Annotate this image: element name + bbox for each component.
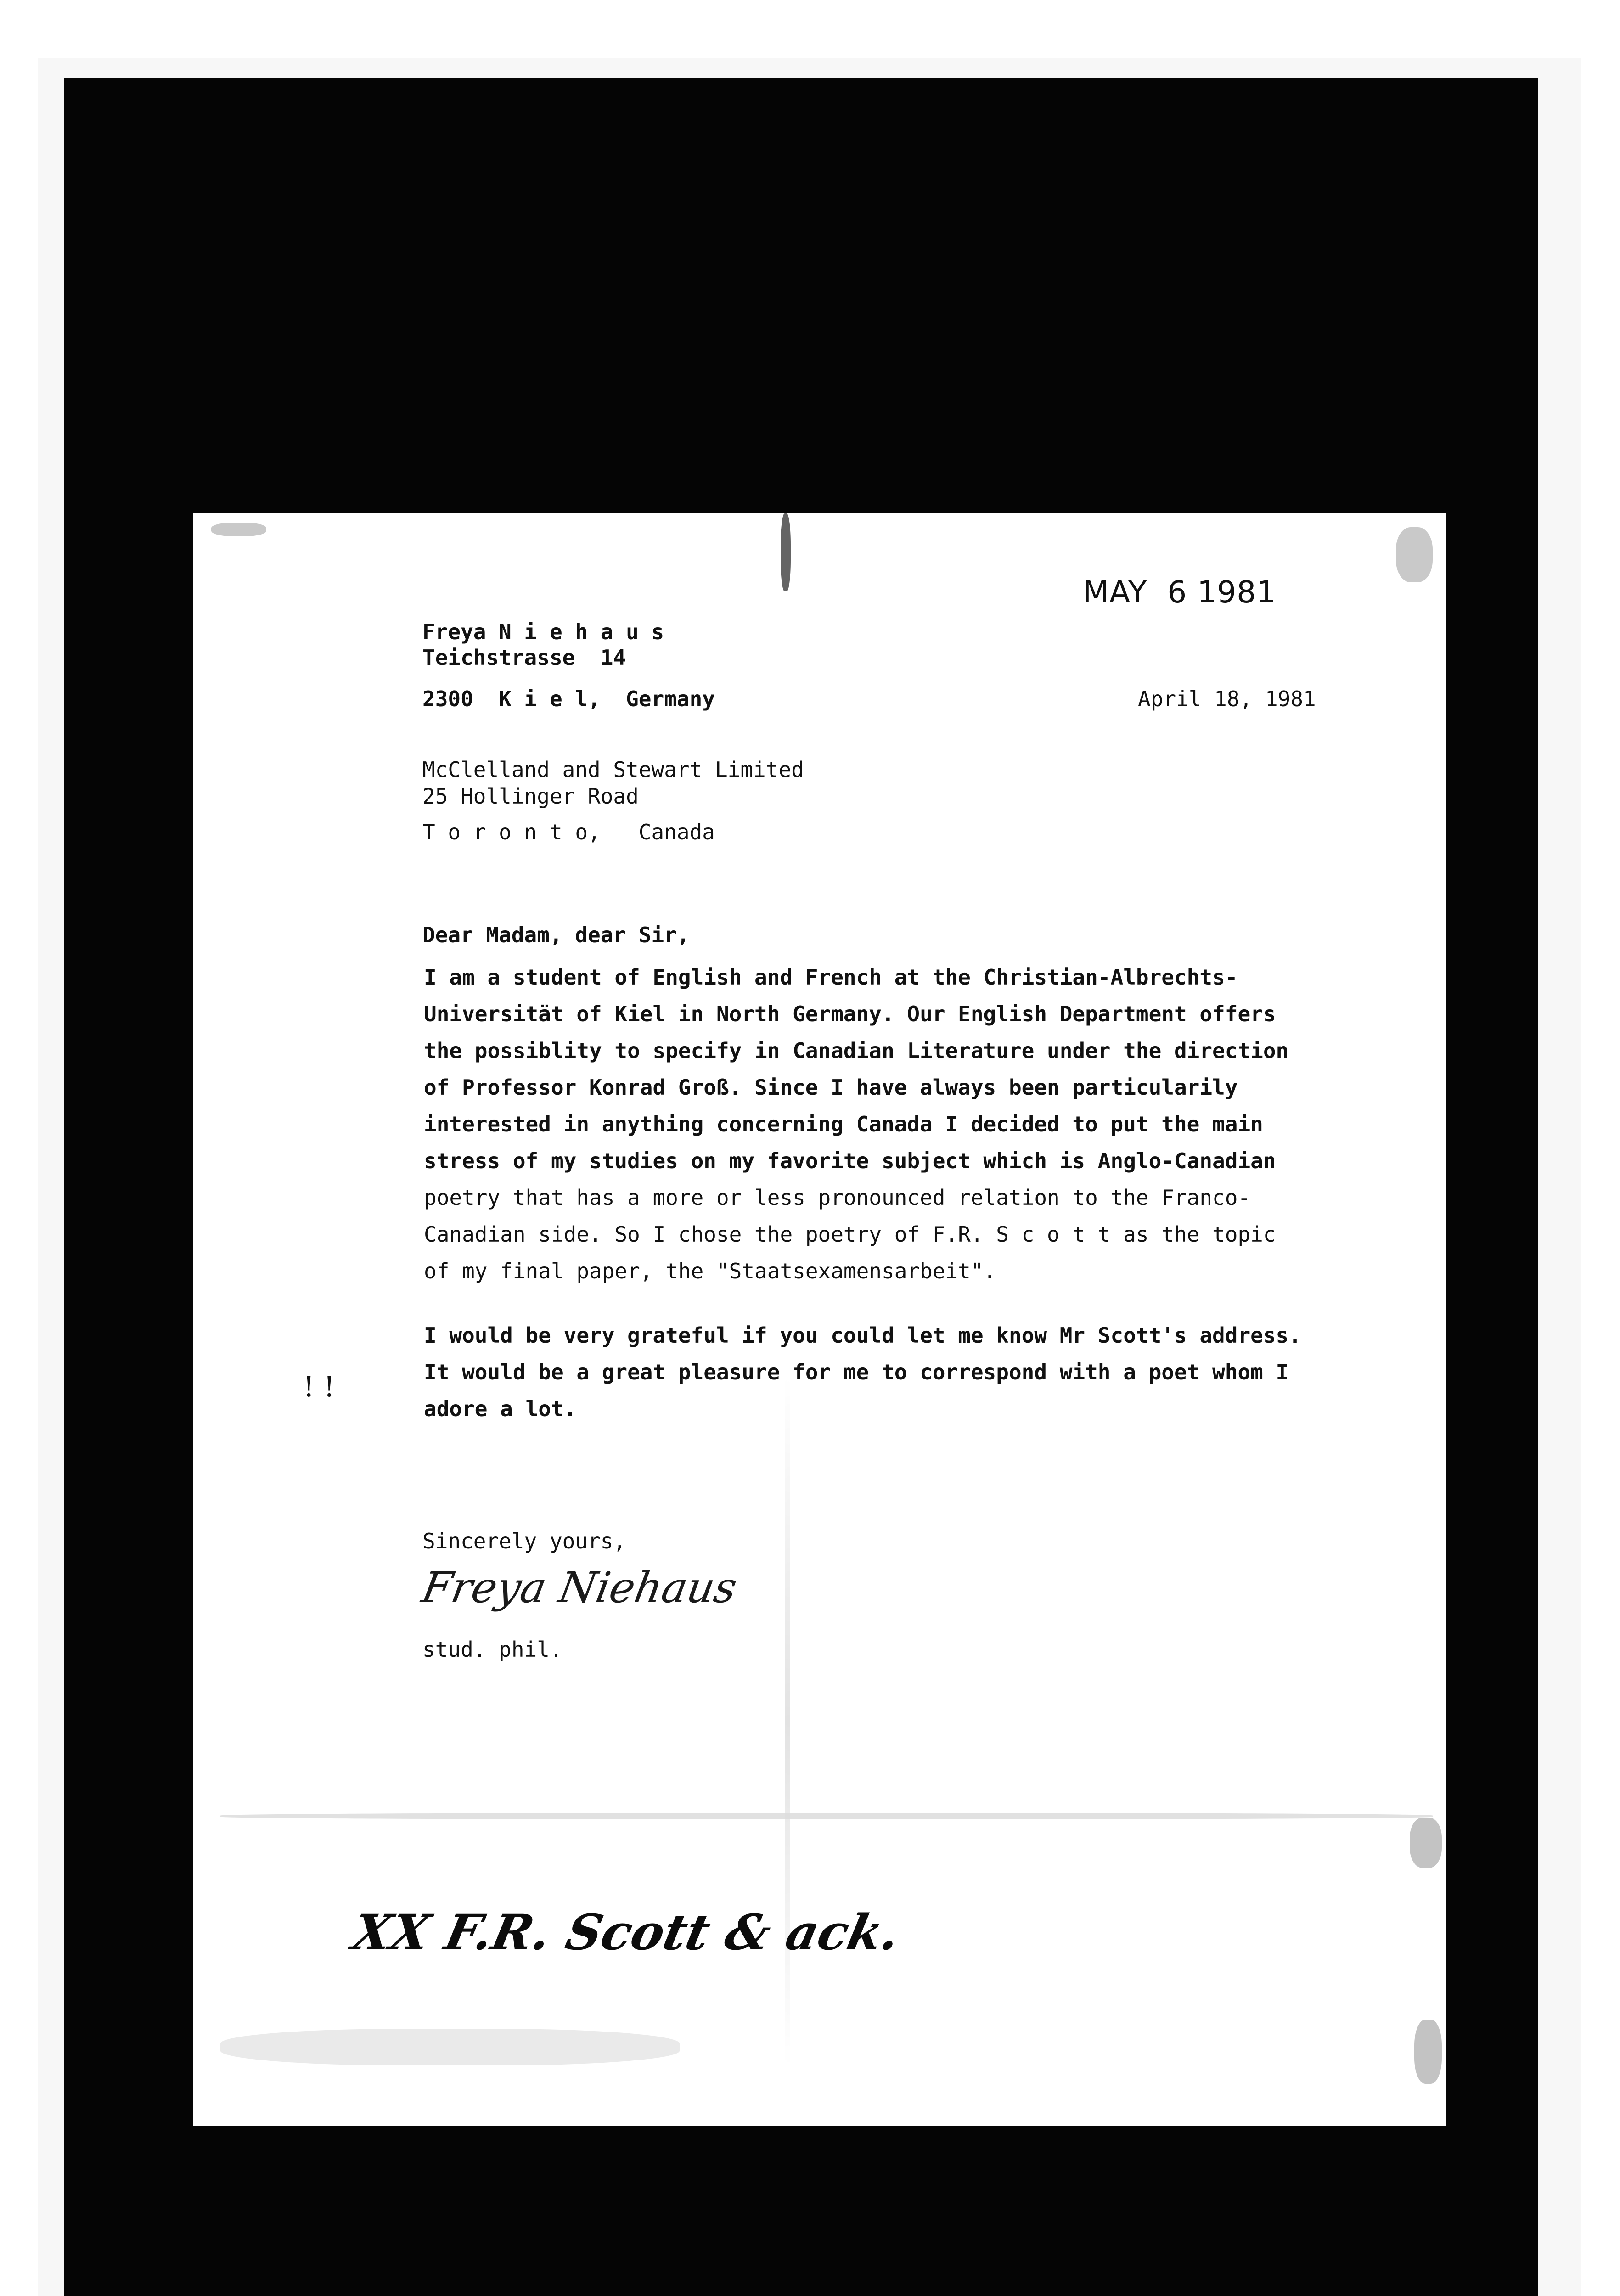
- recipient-street: 25 Hollinger Road: [422, 784, 639, 809]
- paragraph-2-line: It would be a great pleasure for me to correspond with a poet whom I: [424, 1360, 1289, 1384]
- paragraph-1-line: of my final paper, the "Staatsexamensarbeit".: [424, 1259, 996, 1283]
- sender-street: Teichstrasse 14: [422, 645, 626, 670]
- letter-date: April 18, 1981: [1138, 687, 1316, 711]
- paragraph-1-line: stress of my studies on my favorite subject which is Anglo-Canadian: [424, 1148, 1276, 1173]
- recipient-city: T o r o n t o, Canada: [422, 820, 715, 844]
- paragraph-2-line: adore a lot.: [424, 1396, 577, 1421]
- paragraph-2-line: I would be very grateful if you could let me know Mr Scott's address.: [424, 1323, 1301, 1348]
- paragraph-1-line: interested in anything concerning Canada I decided to put the main: [424, 1112, 1263, 1137]
- sender-name: Freya N i e h a u s: [422, 619, 664, 644]
- paragraph-1-line: I am a student of English and French at the Christian-Albrechts-: [424, 965, 1238, 990]
- paragraph-1-line: of Professor Konrad Groß. Since I have always been particularily: [424, 1075, 1238, 1100]
- paragraph-1-line: Universität of Kiel in North Germany. Our English Department offers: [424, 1002, 1276, 1026]
- fold-crease: [785, 1377, 790, 2065]
- paragraph-1-line: Canadian side. So I chose the poetry of F.R. S c o t t as the topic: [424, 1222, 1276, 1247]
- closing: Sincerely yours,: [422, 1529, 626, 1553]
- received-date-stamp: MAY 6 1981: [1083, 574, 1277, 610]
- margin-marks: ! !: [303, 1370, 335, 1403]
- sender-title: stud. phil.: [422, 1637, 562, 1662]
- recipient-company: McClelland and Stewart Limited: [422, 757, 804, 782]
- salutation: Dear Madam, dear Sir,: [422, 923, 690, 947]
- handwritten-signature: Freya Niehaus: [418, 1563, 741, 1612]
- paragraph-1-line: poetry that has a more or less pronounced relation to the Franco-: [424, 1185, 1251, 1210]
- sender-city: 2300 K i e l, Germany: [422, 687, 715, 711]
- paragraph-1-line: the possiblity to specify in Canadian Literature under the direction: [424, 1038, 1289, 1063]
- handwritten-annotation: XX F.R. Scott & ack.: [347, 1903, 905, 1961]
- letter-page: [193, 513, 1446, 2126]
